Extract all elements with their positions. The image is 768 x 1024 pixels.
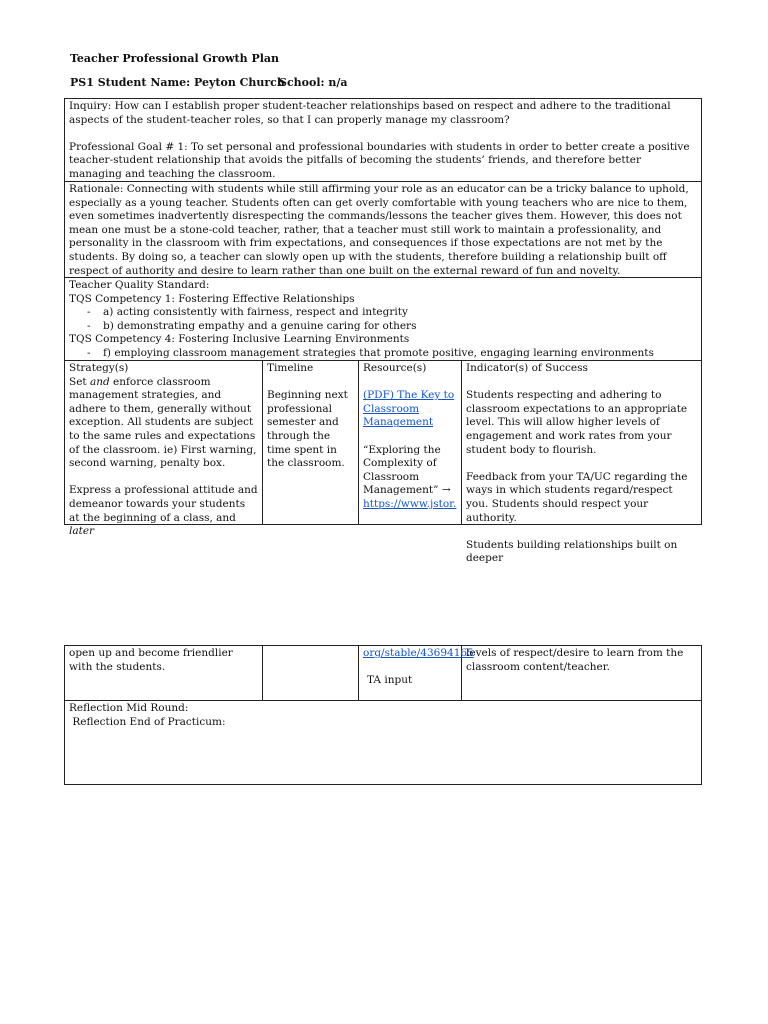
indicator-1: Students respecting and adhering to classroom expectations to an appropriate level. This will allow higher levels of engagement and work rates from your student body to flourish.: [466, 389, 688, 456]
continuation-strategy: open up and become friendlier with the students.: [69, 647, 233, 673]
school-name: School: n/a: [279, 76, 348, 89]
inquiry-text: Inquiry: How can I establish proper student-teacher relationships based on respect and adhere to the traditional aspects of the student-teacher roles, so that I can properly manage my classroom?: [69, 100, 671, 126]
standards-label: Teacher Quality Standard:: [69, 279, 210, 291]
document-title: Teacher Professional Growth Plan: [70, 52, 280, 65]
resource-link-key-to-classroom[interactable]: (PDF) The Key to Classroom Management: [363, 389, 455, 429]
list-item: - b) demonstrating empathy and a genuine caring for others: [69, 320, 697, 334]
list-item: - f) employing classroom management strategies that promote positive, engaging learning environments: [69, 347, 697, 361]
rationale-cell: [65, 182, 701, 277]
competency-1: TQS Competency 1: Fostering Effective Relationships: [69, 292, 355, 305]
resource-link-jstor-continued[interactable]: org/stable/43694165: [363, 647, 474, 659]
competency-1-list: [69, 306, 697, 333]
timeline-cell: [263, 361, 358, 525]
indicator-2: Feedback from your TA/UC regarding the ways in which students regard/respect you. Students should respect your authority.: [466, 470, 688, 524]
continuation-resources: [359, 646, 474, 700]
reflection-cell: [65, 701, 701, 784]
resources-cell: [359, 361, 461, 525]
timeline-header: Timeline: [267, 362, 314, 374]
rationale-text: Rationale: Connecting with students while still affirming your role as an educator can be a tricky balance to uphold, especially as a young teacher. Students often can get overly comfortable with young teachers who are nice to them, even sometimes inadvertently disrespecting the commands/lessons the teacher gives them. However, this does not mean one must be a stone-cold teacher, rather, that a teacher must still work to maintain a professionality, and personality in the classroom with frim expectations, and consequences if those expectations are not met by the students. By doing so, a teacher can slowly open up with the students, therefore building a relationship built off respect of authority and desire to learn rather than one built on the external reward of fun and novelty.: [69, 183, 689, 277]
indicators-cell: [462, 361, 701, 565]
strategy-1: Set and enforce classroom management strategies, and adhere to them, generally without exception. All students are subject to the same rules and expectations of the classroom. ie) First warning, second warning, penalty box.: [69, 375, 257, 470]
list-item: - a) acting consistently with fairness, respect and integrity: [69, 306, 697, 320]
inquiry-cell: [65, 99, 701, 181]
competency-4-list: [69, 347, 697, 361]
standards-cell: [65, 278, 701, 360]
strategy-header: Strategy(s): [69, 362, 129, 374]
strategy-2: Express a professional attitude and demeanor towards your students at the beginning of a class, and later: [69, 484, 258, 538]
reflection-mid-round: Reflection Mid Round:: [69, 702, 189, 714]
professional-goal: Professional Goal # 1: To set personal and professional boundaries with students in order to better create a positive teacher-student relationship that avoids the pitfalls of becoming the students’ friends, and therefore better managing and teaching the classroom.: [69, 140, 690, 180]
indicator-3: Students building relationships built on deeper: [466, 538, 678, 565]
continuation-indicator: levels of respect/desire to learn from the classroom content/teacher.: [466, 647, 684, 673]
indicators-header: Indicator(s) of Success: [466, 362, 588, 374]
column-divider: [262, 645, 263, 701]
resource-quote: “Exploring the Complexity of Classroom Management” →: [363, 443, 451, 497]
strategy-cell: [65, 361, 262, 538]
student-name: PS1 Student Name: Peyton Church: [70, 76, 285, 89]
resource-link-jstor[interactable]: https://www.jstor.: [363, 497, 457, 510]
ta-input: TA input: [367, 673, 413, 686]
timeline-text: Beginning next professional semester and through the time spent in the classroom.: [267, 389, 348, 470]
reflection-end-practicum: Reflection End of Practicum:: [69, 715, 226, 728]
resources-header: Resource(s): [363, 362, 427, 374]
competency-4: TQS Competency 4: Fostering Inclusive Learning Environments: [69, 333, 410, 346]
